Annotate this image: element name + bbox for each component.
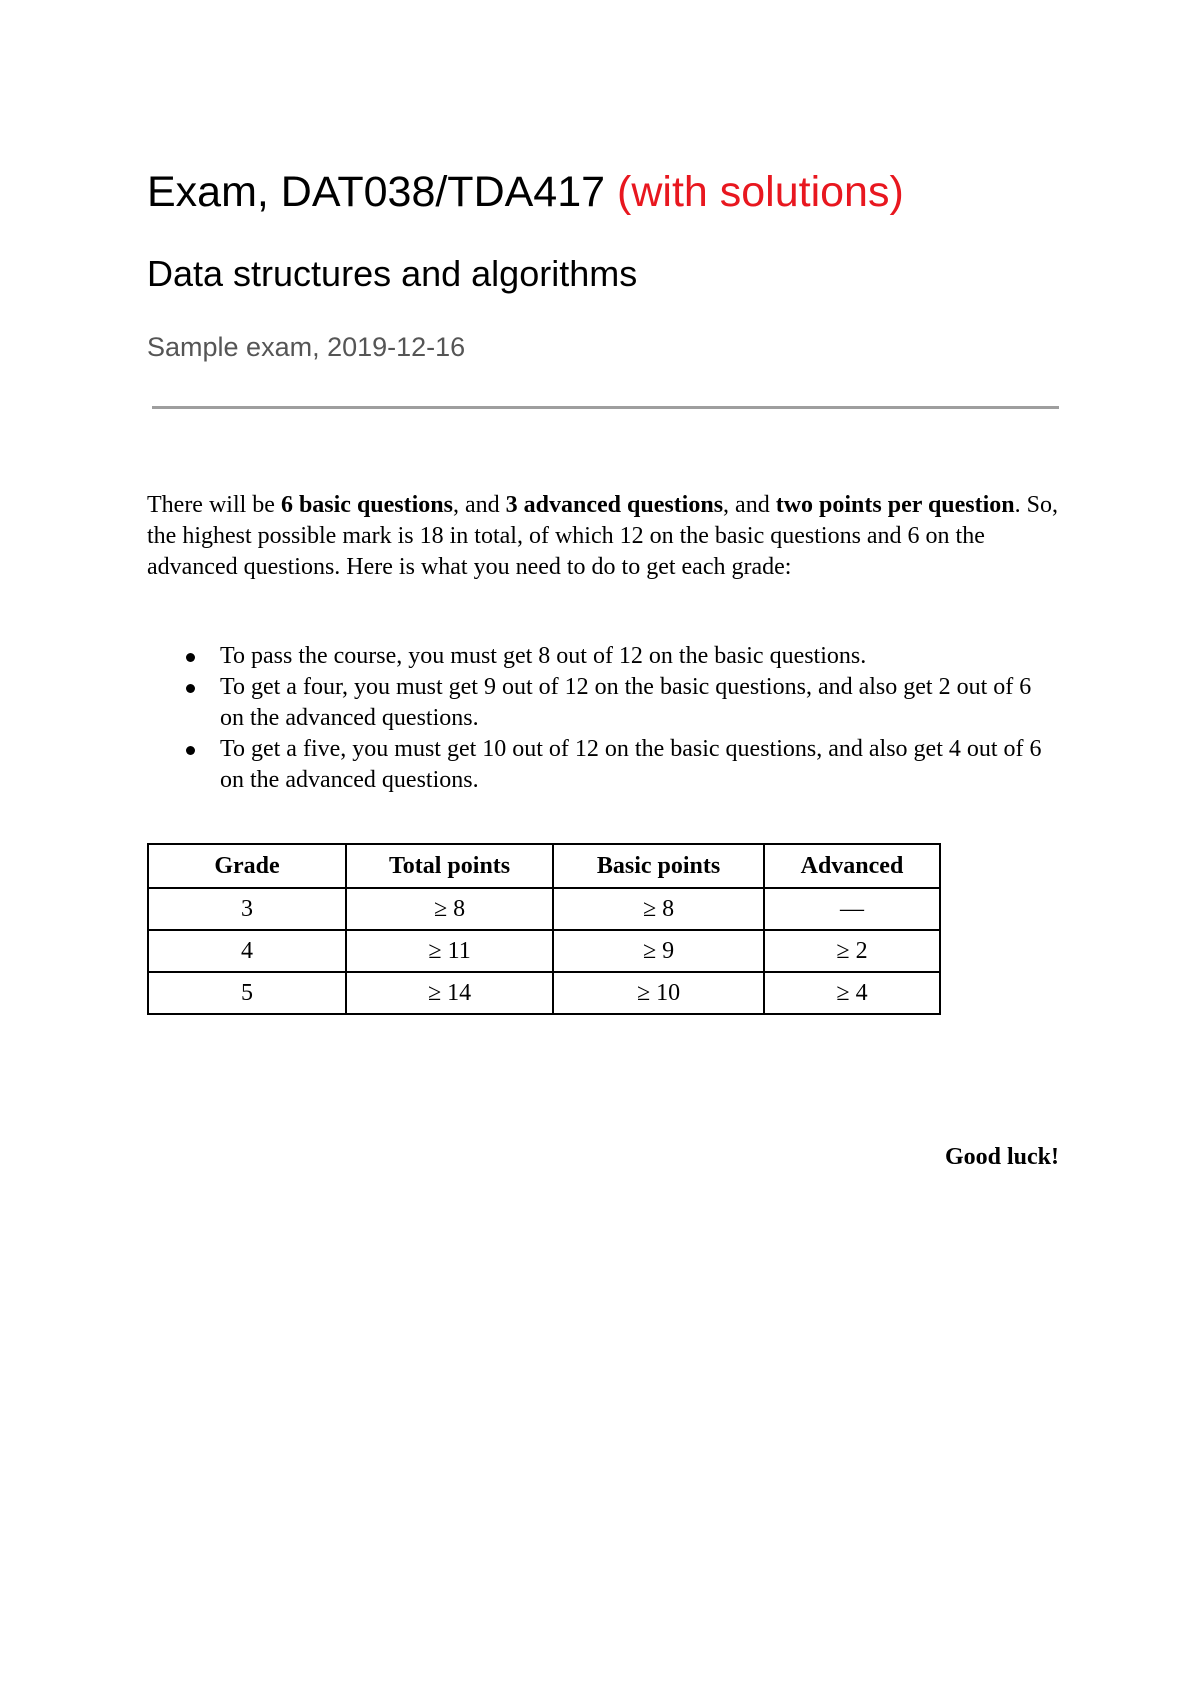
intro-bold-points: two points per question [775, 492, 1015, 518]
table-cell: 4 [148, 930, 346, 972]
table-cell: — [764, 888, 940, 930]
table-cell: ≥ 14 [346, 972, 553, 1014]
intro-text-1: There will be [147, 492, 281, 518]
title-highlight: (with solutions) [617, 168, 904, 216]
bullet-icon [186, 684, 195, 693]
page-subtitle: Data structures and algorithms [147, 253, 638, 294]
table-cell: ≥ 8 [346, 888, 553, 930]
page-title [147, 166, 904, 218]
title-text: Exam, DAT038/TDA417 [147, 168, 606, 216]
intro-paragraph [147, 490, 1059, 583]
bullet-icon [186, 653, 195, 662]
table-cell: ≥ 2 [764, 930, 940, 972]
list-item [220, 641, 1059, 672]
table-cell: ≥ 4 [764, 972, 940, 1014]
table-cell: ≥ 11 [346, 930, 553, 972]
table-cell: 3 [148, 888, 346, 930]
table-row [148, 888, 940, 930]
table-row [148, 930, 940, 972]
column-header-grade: Grade [148, 844, 346, 888]
intro-text-2: , and [453, 492, 506, 518]
column-header-total-points: Total points [346, 844, 553, 888]
list-item-text: To pass the course, you must get 8 out of 12 on the basic questions. [220, 643, 867, 669]
list-item [220, 734, 1059, 796]
list-item-text: To get a four, you must get 9 out of 12 on the basic questions, and also get 2 out of 6 on the advanced questions. [220, 674, 1032, 731]
column-header-basic-points: Basic points [553, 844, 764, 888]
list-item [220, 672, 1059, 734]
intro-bold-advanced: 3 advanced questions [505, 492, 724, 518]
good-luck-text: Good luck! [944, 1144, 1059, 1170]
list-item-text: To get a five, you must get 10 out of 12 on the basic questions, and also get 4 out of 6 on the advanced questions. [220, 736, 1042, 793]
grade-rules-list [147, 641, 1059, 796]
exam-page [147, 0, 1059, 1697]
table-cell: ≥ 9 [553, 930, 764, 972]
table-cell: ≥ 10 [553, 972, 764, 1014]
bullet-icon [186, 746, 195, 755]
table-row [148, 972, 940, 1014]
table-header-row [148, 844, 940, 888]
grade-table [147, 843, 941, 1015]
table-cell: 5 [148, 972, 346, 1014]
column-header-advanced: Advanced [764, 844, 940, 888]
table-cell: ≥ 8 [553, 888, 764, 930]
exam-date: Sample exam, 2019-12-16 [147, 332, 466, 362]
intro-bold-basic: 6 basic questions [280, 492, 453, 518]
intro-text-4: . So, the highest possible mark is 18 in total, of which 12 on the basic questions and 6 on the advanced questions. Here is what you need to do to get each grade: [147, 492, 1058, 580]
horizontal-divider [152, 406, 1059, 409]
intro-text-3: , and [723, 492, 776, 518]
